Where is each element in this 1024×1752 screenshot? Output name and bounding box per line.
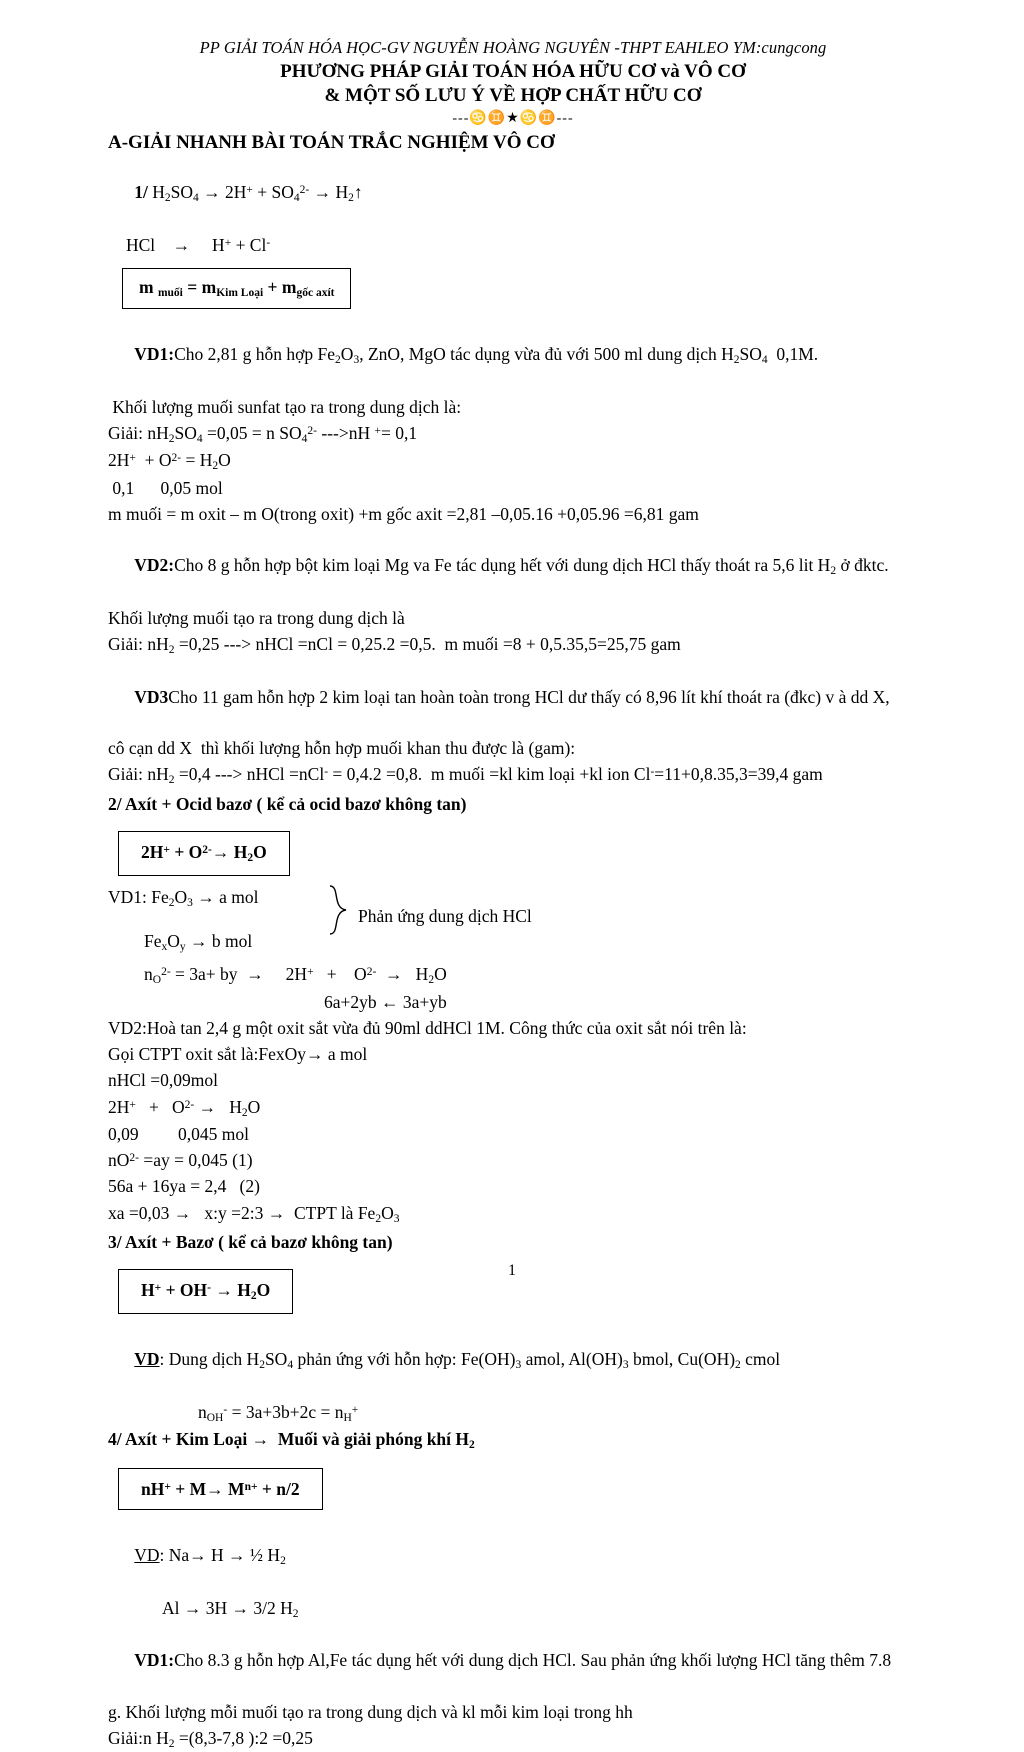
part1-vd1-line5: 0,1 0,05 mol <box>108 477 223 498</box>
part1-vd1-line2: Khối lượng muối sunfat tạo ra trong dung dịch là: <box>108 396 462 417</box>
part1-vd2-label: VD2: <box>134 555 175 576</box>
part2-vd2-line6: $nO^{2-} =ay = 0,045$ (1) <box>108 1150 253 1171</box>
part1-number: 1/ <box>134 182 148 203</box>
part1-vd2-line2: Khối lượng muối tạo ra trong dung dịch là <box>108 608 405 629</box>
part2-vd2-line1: VD2:Hoà tan 2,4 g một oxit sắt vừa đủ 90ml ddHCl 1M. Công thức của oxit sắt nói trên là: <box>108 1018 747 1038</box>
part2-vd2-line2: Gọi CTPT oxit sắt là:FexOy→ a mol <box>108 1044 368 1065</box>
part2-vd2-line5: 0,09 0,045 mol <box>108 1123 249 1144</box>
ornament-divider: ---♋♊★♋♊--- <box>452 111 574 126</box>
part3-vd-label: VD <box>134 1349 160 1370</box>
part2-vd2-line3: nHCl =0,09mol <box>108 1070 219 1091</box>
part1-eq1-text: $H_2SO_4 \to 2H^+ + SO_4^{2-}$ → $H_2↑$ <box>147 182 363 205</box>
part3-heading: 3/ Axít + Bazơ ( kể cả bazơ không tan) <box>108 1231 393 1252</box>
part1-vd1-line6: m muối = m oxit – m O(trong oxit) +m gốc axit =2,81 –0,05.16 +0,05.96 =6,81 gam <box>108 504 699 525</box>
formula-box-acid-base: $H^+ + OH^- \to H_2O$ <box>118 1269 293 1314</box>
part1-vd2-text: Cho 8 g hỗn hợp bột kim loại Mg va Fe tác dụng hết với dung dịch HCl thấy thoát ra 5,6 lit $H_2$ ở đktc. <box>174 555 889 578</box>
part4-vd1-label: VD1: <box>134 1650 175 1671</box>
part1-vd3-line3: Giải: $nH_2 =0,4$ ---> nHCl =nCl- = 0,4.2 =0,8. m muối =kl kim loại +kl ion Cl-=11+0,8.35,3=39,4 gam <box>108 764 823 787</box>
part4-box-wrap <box>108 1468 918 1510</box>
part1-vd1-text: Cho 2,81 g hỗn hợp $Fe_2O_3$, ZnO, MgO tác dụng vừa đủ với 500 ml dung dịch $H_2SO_4$ 0,1M. <box>174 344 819 367</box>
part2-vd1-line4: 6a+2yb ← 3a+yb <box>324 991 447 1012</box>
part2-vd1-brace-block <box>108 884 918 956</box>
document-title-line1: PHƯƠNG PHÁP GIẢI TOÁN HÓA HỮU CƠ và VÔ CƠ <box>280 61 746 82</box>
part4-vd1-line3: Giải:n $H_2 =(8,3-7,8$ ):2 =0,25 <box>108 1727 313 1750</box>
part1-vd1-label: VD1: <box>134 344 175 365</box>
part4-vd1-text: Cho 8.3 g hỗn hợp Al,Fe tác dụng hết với dung dịch HCl. Sau phản ứng khối lượng HCl tăng thêm 7.8 <box>174 1650 892 1671</box>
part4-vd1-line2: g. Khối lượng mỗi muối tạo ra trong dung dịch và kl mỗi kim loại trong hh <box>108 1701 633 1722</box>
part1-vd1-line3: Giải: $nH_2SO_4 =0,05 = n$ $SO_4^{2-}$ --->nH += 0,1 <box>108 423 418 445</box>
part2-vd2-line7: 56a + 16ya = 2,4 (2) <box>108 1176 260 1197</box>
formula-box-mass-salt: m $_{muối} = m_{Kim Loại} + m_{gốc axít}$ <box>122 268 351 309</box>
part4-vd1-line1 <box>108 1623 918 1699</box>
part1-box-wrap <box>108 268 918 309</box>
part1-vd1-line1 <box>108 317 918 394</box>
part2-vd1-line1: VD1: $Fe_2O_3 \to a$ mol <box>108 887 259 910</box>
section-a-heading: A-GIẢI NHANH BÀI TOÁN TRẮC NGHIỆM VÔ CƠ <box>108 132 555 153</box>
part1-vd3-line1 <box>108 660 918 736</box>
part2-vd2-line4: $2H^+ + O^{2-} \to H_2O$ <box>108 1096 261 1119</box>
part4-vd-line1 <box>108 1518 918 1595</box>
page-number: 1 <box>508 1262 516 1279</box>
part4-heading: 4/ Axít + Kim Loại → Muối và giải phóng khí $H_2$ <box>108 1429 475 1452</box>
part3-vd-line1 <box>108 1322 918 1399</box>
part1-vd3-text: Cho 11 gam hỗn hợp 2 kim loại tan hoàn toàn trong HCl dư thấy có 8,96 lít khí thoát ra (đkc) v à dd X, <box>168 686 890 707</box>
part4-vd-text: : Na→ H → ½ $H_2$ <box>159 1545 286 1568</box>
running-head: PP GIẢI TOÁN HÓA HỌC-GV NGUYỄN HOÀNG NGUYÊN -THPT EAHLEO YM:cungcong <box>199 38 827 57</box>
brace-bracket-icon <box>326 884 352 936</box>
part1-vd3-line2: cô cạn dd X thì khối lượng hỗn hợp muối khan thu được là (gam): <box>108 738 576 759</box>
part1-vd2-line3: Giải: $nH_2 =0,25$ ---> nHCl =nCl = 0,25.2 =0,5. m muối =8 + 0,5.35,5=25,75 gam <box>108 634 681 657</box>
part2-vd1-line2: $Fe_xO_y \to b$ mol <box>144 931 253 954</box>
part1-vd1-line4: $2H^+ + O^{2-} = H_2O$ <box>108 450 231 473</box>
part3-vd-line2: $n_{OH}^- = 3a+3b+2c = n_H^+$ <box>198 1402 359 1424</box>
part2-box-wrap <box>108 831 918 876</box>
formula-box-acid-oxide: $2H^+ + O^{2-}\to H_2O$ <box>118 831 290 876</box>
part1-vd3-label: VD3 <box>134 686 169 707</box>
part2-heading: 2/ Axít + Ocid bazơ ( kể cả ocid bazơ không tan) <box>108 793 467 814</box>
part2-vd2-line8: xa =0,03 → x:y =2:3 → CTPT là $Fe_2O_3$ <box>108 1202 400 1225</box>
part1-equation-1 <box>108 155 918 232</box>
page-content <box>108 38 918 1752</box>
part4-vd-label: VD <box>134 1545 160 1566</box>
part1-vd2-line1 <box>108 528 918 605</box>
document-title-line2: & MỘT SỐ LƯU Ý VỀ HỢP CHẤT HỮU CƠ <box>324 85 702 106</box>
part3-vd-text: : Dung dịch $H_2SO_4$ phản ứng với hỗn hợp: $Fe(OH)_3$ amol, $Al(OH)_3$ bmol, $Cu(OH)_2$ cmol <box>159 1349 781 1372</box>
part2-brace-label: Phản ứng dung dịch HCl <box>358 906 532 927</box>
part2-vd1-line3: $n_O^{2-} = 3a+$ by → 2H+ + $O^{2-} \to H_2O$ <box>144 964 447 987</box>
part1-equation-2: HCl → H+ + Cl- <box>126 234 271 255</box>
formula-box-acid-metal: $nH^+ + M\to M^{n+} + n/2$ <box>118 1468 323 1510</box>
part4-vd-line2: Al → 3H → 3/2 $H_2$ <box>162 1597 299 1620</box>
